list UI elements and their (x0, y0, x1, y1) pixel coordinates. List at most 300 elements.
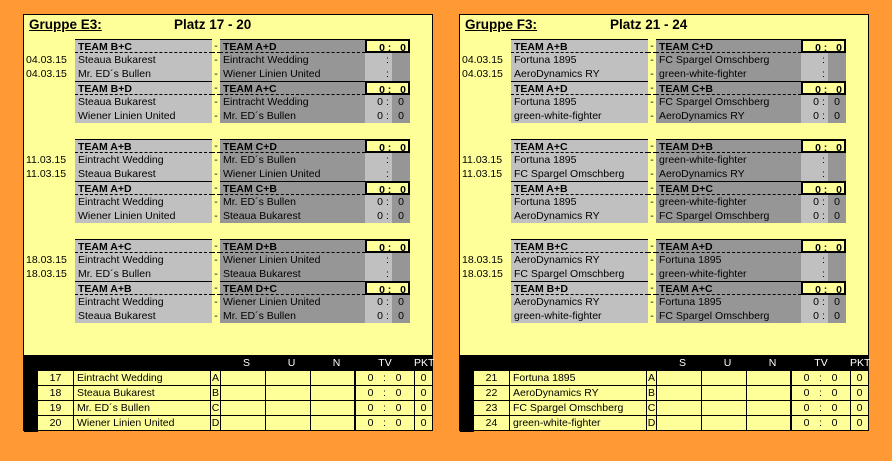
team-combo-away: TEAM D+C (220, 281, 365, 295)
matchup-header-row (460, 139, 870, 153)
col-tv: TV (378, 357, 392, 369)
standings-row (24, 401, 432, 416)
rank: 23 (474, 401, 509, 416)
separator-dash: - (648, 81, 656, 95)
colon: : (386, 54, 389, 66)
group-title: Gruppe E3: (29, 17, 102, 32)
match-result[interactable] (801, 295, 846, 309)
result-total[interactable] (801, 39, 846, 53)
goals-home: 0 (815, 142, 821, 153)
result-total[interactable] (365, 181, 410, 195)
goals-home: 0 (379, 42, 385, 53)
losses (311, 386, 356, 401)
goal-difference (790, 401, 850, 416)
match-result[interactable] (801, 53, 846, 67)
colon: : (823, 284, 828, 295)
goals-home: 0 (379, 84, 385, 95)
separator-dash: - (650, 310, 654, 322)
matchup-header-row (24, 139, 434, 153)
matchup-header-row (460, 181, 870, 195)
match-result[interactable] (365, 295, 410, 309)
away-team: Mr. ED´s Bullen (220, 309, 365, 323)
result-total[interactable] (801, 281, 846, 295)
goals-away: 0 (834, 296, 840, 308)
match-result[interactable] (801, 209, 846, 223)
standings-row (24, 371, 432, 386)
goals-away: 0 (834, 110, 840, 122)
separator-dash: - (214, 54, 218, 66)
goals-away: 0 (400, 142, 406, 153)
matchup-header-row (24, 39, 434, 53)
match-row (460, 167, 870, 181)
goals-away: 0 (836, 42, 842, 53)
colon: : (386, 210, 389, 222)
colon: : (387, 284, 392, 295)
separator-dash: - (650, 54, 654, 66)
colon: : (823, 142, 828, 153)
draws (702, 371, 747, 386)
match-date: 11.03.15 (462, 154, 503, 166)
draws (266, 386, 311, 401)
match-result[interactable] (801, 309, 846, 323)
group-e3-panel (23, 14, 433, 431)
match-date: 18.03.15 (26, 254, 67, 266)
colon: : (822, 54, 825, 66)
points: 0 (414, 371, 432, 386)
home-team: Steaua Bukarest (75, 309, 212, 323)
goals-against: 0 (395, 402, 402, 414)
rank: 18 (38, 386, 73, 401)
group-title: Gruppe F3: (465, 17, 538, 32)
goals-home: 0 (379, 284, 385, 295)
match-result[interactable] (801, 109, 846, 123)
team-combo-home: TEAM A+B (75, 281, 212, 295)
standings-table (460, 355, 870, 432)
separator-dash: - (650, 268, 654, 280)
away-team: Wiener Linien United (220, 253, 365, 267)
away-team: Eintracht Wedding (220, 95, 365, 109)
losses (747, 371, 792, 386)
col-pkt: PKT (850, 357, 871, 369)
goals-away: 0 (400, 184, 406, 195)
colon: : (822, 154, 825, 166)
colon: : (386, 268, 389, 280)
match-result[interactable] (801, 167, 846, 181)
match-row (24, 209, 434, 223)
goals-home: 0 (377, 110, 383, 122)
colon: : (387, 242, 392, 253)
separator-dash: - (648, 139, 656, 153)
points: 0 (414, 401, 432, 416)
match-row (460, 95, 870, 109)
team-combo-away: TEAM C+B (656, 81, 801, 95)
goals-away: 0 (398, 110, 404, 122)
match-row (460, 253, 870, 267)
goals-for: 0 (367, 402, 374, 414)
separator-dash: - (214, 96, 218, 108)
away-team: Mr. ED´s Bullen (220, 153, 365, 167)
separator-dash: - (214, 68, 218, 80)
goals-home: 0 (813, 296, 819, 308)
matchup-header-row (24, 181, 434, 195)
col-u: U (287, 357, 296, 369)
match-row (24, 295, 434, 309)
wins (657, 371, 702, 386)
goal-difference (790, 386, 850, 401)
points: 0 (850, 386, 868, 401)
goals-for: 0 (367, 387, 374, 399)
home-team: AeroDynamics RY (511, 295, 648, 309)
match-result[interactable] (801, 67, 846, 81)
goal-difference (354, 371, 414, 386)
losses (311, 401, 356, 416)
goals-home: 0 (815, 84, 821, 95)
separator-dash: - (214, 154, 218, 166)
platz-range: Platz 17 - 20 (174, 17, 252, 32)
wins (221, 386, 266, 401)
goals-home: 0 (815, 242, 821, 253)
team-combo-away: TEAM D+C (656, 181, 801, 195)
colon: : (387, 142, 392, 153)
team-letter: C (211, 402, 220, 414)
points: 0 (414, 416, 432, 431)
team-name: Mr. ED´s Bullen (73, 401, 210, 416)
colon: : (383, 417, 386, 429)
away-team: Steaua Bukarest (220, 267, 365, 281)
result-total[interactable] (365, 281, 410, 295)
colon: : (383, 372, 386, 384)
team-combo-home: TEAM A+D (75, 181, 212, 195)
home-team: green-white-fighter (511, 309, 648, 323)
goals-away: 0 (836, 242, 842, 253)
home-team: Steaua Bukarest (75, 167, 212, 181)
separator-dash: - (212, 239, 220, 253)
colon: : (386, 168, 389, 180)
separator-dash: - (650, 154, 654, 166)
result-total[interactable] (365, 39, 410, 53)
separator-dash: - (650, 210, 654, 222)
goal-difference (354, 401, 414, 416)
result-shade (828, 267, 846, 281)
colon: : (823, 42, 828, 53)
team-letter: D (647, 417, 656, 429)
goals-away: 0 (834, 196, 840, 208)
match-result[interactable] (365, 67, 410, 81)
col-u: U (723, 357, 732, 369)
goals-against: 0 (395, 417, 402, 429)
match-date: 11.03.15 (462, 168, 503, 180)
home-team: AeroDynamics RY (511, 209, 648, 223)
standings-row (460, 386, 868, 401)
colon: : (383, 402, 386, 414)
goals-away: 0 (398, 96, 404, 108)
goals-away: 0 (398, 310, 404, 322)
goal-difference (790, 371, 850, 386)
separator-dash: - (214, 110, 218, 122)
team-combo-away: TEAM D+B (220, 239, 365, 253)
points: 0 (850, 416, 868, 431)
colon: : (822, 268, 825, 280)
colon: : (822, 196, 825, 208)
separator-dash: - (214, 254, 218, 266)
colon: : (383, 387, 386, 399)
wins (657, 416, 702, 431)
separator-dash: - (212, 39, 220, 53)
team-name: AeroDynamics RY (509, 386, 646, 401)
away-team: Mr. ED´s Bullen (220, 195, 365, 209)
goals-against: 0 (831, 372, 838, 384)
result-total[interactable] (801, 181, 846, 195)
losses (311, 416, 356, 431)
goals-for: 0 (367, 372, 374, 384)
col-n: N (768, 357, 777, 369)
separator-dash: - (214, 210, 218, 222)
colon: : (386, 154, 389, 166)
match-result[interactable] (365, 153, 410, 167)
colon: : (822, 296, 825, 308)
goals-against: 0 (395, 372, 402, 384)
goals-away: 0 (400, 242, 406, 253)
match-result[interactable] (365, 109, 410, 123)
goals-for: 0 (803, 387, 810, 399)
result-total[interactable] (801, 81, 846, 95)
match-row (460, 195, 870, 209)
colon: : (822, 96, 825, 108)
rank: 20 (38, 416, 73, 431)
home-team: Steaua Bukarest (75, 53, 212, 67)
result-shade (392, 67, 410, 81)
losses (747, 401, 792, 416)
separator-dash: - (212, 181, 220, 195)
team-combo-home: TEAM A+B (511, 39, 648, 53)
result-shade (828, 167, 846, 181)
match-date: 18.03.15 (462, 268, 503, 280)
match-result[interactable] (801, 267, 846, 281)
match-row (24, 153, 434, 167)
goal-difference (354, 386, 414, 401)
match-row (24, 95, 434, 109)
result-shade (828, 67, 846, 81)
match-row (460, 153, 870, 167)
goals-away: 0 (836, 142, 842, 153)
goals-for: 0 (803, 417, 810, 429)
colon: : (819, 417, 822, 429)
team-name: Steaua Bukarest (73, 386, 210, 401)
away-team: AeroDynamics RY (656, 109, 801, 123)
away-team: FC Spargel Omschberg (656, 309, 801, 323)
matchup-header-row (24, 81, 434, 95)
draws (702, 386, 747, 401)
match-result[interactable] (365, 267, 410, 281)
colon: : (387, 84, 392, 95)
match-result[interactable] (365, 209, 410, 223)
wins (221, 371, 266, 386)
losses (311, 371, 356, 386)
separator-dash: - (214, 268, 218, 280)
goals-home: 0 (813, 310, 819, 322)
standings-row (24, 386, 432, 401)
match-row (460, 267, 870, 281)
colon: : (386, 310, 389, 322)
home-team: FC Spargel Omschberg (511, 167, 648, 181)
separator-dash: - (648, 281, 656, 295)
goals-away: 0 (834, 310, 840, 322)
goals-home: 0 (377, 196, 383, 208)
wins (221, 416, 266, 431)
separator-dash: - (212, 81, 220, 95)
colon: : (387, 42, 392, 53)
rank: 17 (38, 371, 73, 386)
team-combo-away: TEAM A+D (656, 239, 801, 253)
standings-row (460, 401, 868, 416)
result-total[interactable] (365, 139, 410, 153)
goals-against: 0 (831, 417, 838, 429)
colon: : (819, 372, 822, 384)
col-s: S (678, 357, 686, 369)
rank: 19 (38, 401, 73, 416)
away-team: Mr. ED´s Bullen (220, 109, 365, 123)
goals-home: 0 (377, 310, 383, 322)
goals-for: 0 (803, 402, 810, 414)
result-total[interactable] (801, 239, 846, 253)
away-team: green-white-fighter (656, 67, 801, 81)
away-team: Wiener Linien United (220, 167, 365, 181)
home-team: Wiener Linien United (75, 109, 212, 123)
goal-difference (790, 416, 850, 431)
away-team: Fortuna 1895 (656, 295, 801, 309)
match-date: 18.03.15 (26, 268, 67, 280)
colon: : (386, 196, 389, 208)
colon: : (386, 96, 389, 108)
separator-dash: - (650, 168, 654, 180)
match-result[interactable] (365, 309, 410, 323)
goal-difference (354, 416, 414, 431)
separator-dash: - (650, 254, 654, 266)
match-row (460, 209, 870, 223)
team-letter: A (647, 372, 655, 384)
matchup-header-row (24, 239, 434, 253)
home-team: AeroDynamics RY (511, 253, 648, 267)
match-result[interactable] (801, 253, 846, 267)
result-total[interactable] (365, 239, 410, 253)
match-date: 04.03.15 (462, 68, 503, 80)
separator-dash: - (648, 239, 656, 253)
team-combo-home: TEAM B+C (75, 39, 212, 53)
colon: : (823, 242, 828, 253)
separator-dash: - (650, 110, 654, 122)
team-name: Wiener Linien United (73, 416, 210, 431)
home-team: Steaua Bukarest (75, 95, 212, 109)
team-combo-home: TEAM A+B (75, 139, 212, 153)
team-combo-away: TEAM A+D (220, 39, 365, 53)
colon: : (386, 68, 389, 80)
result-shade (828, 253, 846, 267)
match-result[interactable] (365, 253, 410, 267)
team-combo-away: TEAM D+B (656, 139, 801, 153)
home-team: Mr. ED´s Bullen (75, 267, 212, 281)
team-combo-home: TEAM A+D (511, 81, 648, 95)
away-team: Wiener Linien United (220, 67, 365, 81)
team-combo-home: TEAM B+D (75, 81, 212, 95)
result-shade (828, 153, 846, 167)
match-result[interactable] (801, 95, 846, 109)
away-team: green-white-fighter (656, 153, 801, 167)
match-row (460, 295, 870, 309)
colon: : (386, 296, 389, 308)
result-shade (392, 253, 410, 267)
match-result[interactable] (801, 195, 846, 209)
match-result[interactable] (365, 53, 410, 67)
match-row (24, 109, 434, 123)
standings-row (460, 371, 868, 386)
draws (266, 371, 311, 386)
team-combo-away: TEAM A+C (220, 81, 365, 95)
result-shade (392, 53, 410, 67)
separator-dash: - (212, 281, 220, 295)
goals-against: 0 (831, 402, 838, 414)
result-total[interactable] (801, 139, 846, 153)
colon: : (822, 310, 825, 322)
team-name: Fortuna 1895 (509, 371, 646, 386)
losses (747, 386, 792, 401)
match-date: 04.03.15 (26, 54, 67, 66)
separator-dash: - (650, 196, 654, 208)
colon: : (823, 184, 828, 195)
goals-away: 0 (836, 184, 842, 195)
away-team: Fortuna 1895 (656, 253, 801, 267)
goals-away: 0 (400, 42, 406, 53)
separator-dash: - (214, 168, 218, 180)
result-total[interactable] (365, 81, 410, 95)
col-tv: TV (814, 357, 828, 369)
goals-away: 0 (400, 84, 406, 95)
goals-home: 0 (815, 284, 821, 295)
away-team: Wiener Linien United (220, 295, 365, 309)
team-combo-away: TEAM C+D (220, 139, 365, 153)
colon: : (819, 402, 822, 414)
away-team: Eintracht Wedding (220, 53, 365, 67)
colon: : (819, 387, 822, 399)
match-result[interactable] (365, 195, 410, 209)
goals-home: 0 (815, 42, 821, 53)
home-team: Mr. ED´s Bullen (75, 67, 212, 81)
match-row (24, 253, 434, 267)
match-row (24, 167, 434, 181)
match-result[interactable] (365, 167, 410, 181)
home-team: Fortuna 1895 (511, 153, 648, 167)
match-row (460, 53, 870, 67)
standings-table (24, 355, 434, 432)
col-pkt: PKT (414, 357, 435, 369)
match-row (460, 67, 870, 81)
colon: : (823, 84, 828, 95)
draws (702, 401, 747, 416)
home-team: green-white-fighter (511, 109, 648, 123)
colon: : (822, 210, 825, 222)
points: 0 (414, 386, 432, 401)
separator-dash: - (214, 296, 218, 308)
home-team: Fortuna 1895 (511, 95, 648, 109)
match-result[interactable] (365, 95, 410, 109)
goals-home: 0 (377, 210, 383, 222)
team-letter: C (647, 402, 656, 414)
match-row (24, 309, 434, 323)
match-result[interactable] (801, 153, 846, 167)
match-row (24, 67, 434, 81)
team-combo-away: TEAM A+C (656, 281, 801, 295)
colon: : (822, 168, 825, 180)
goals-away: 0 (398, 296, 404, 308)
